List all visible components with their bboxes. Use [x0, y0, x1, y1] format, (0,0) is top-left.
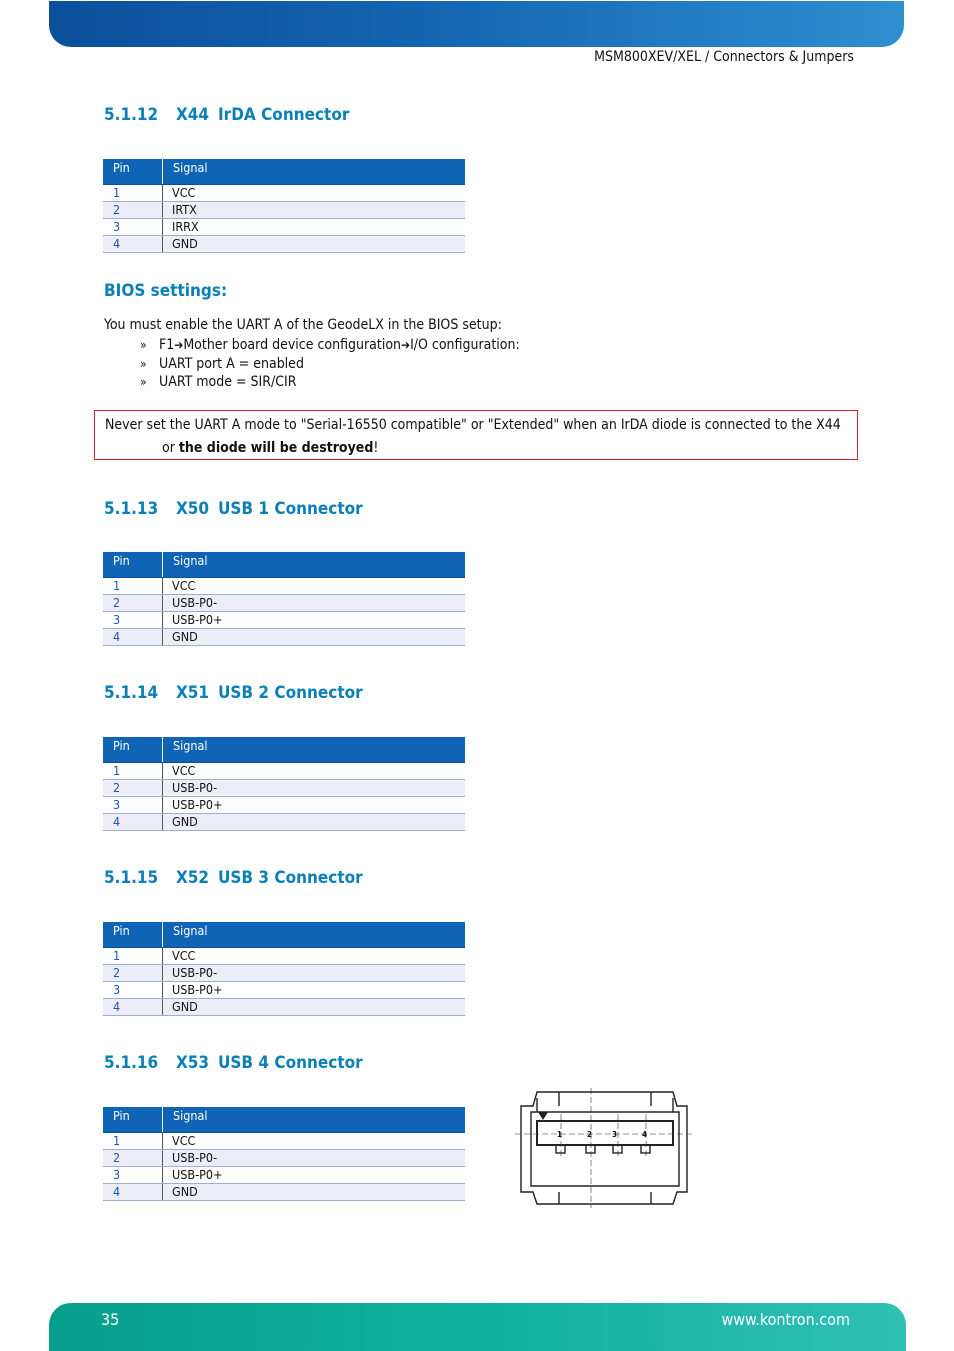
signal-column-header: Signal: [163, 737, 466, 763]
connector-id: X50: [176, 499, 210, 519]
footer-banner: [49, 1303, 906, 1351]
list-item: [140, 355, 520, 374]
section-title: USB 3 Connector: [218, 868, 363, 888]
pin-cell: 1: [103, 185, 163, 202]
warning-text-line2: [162, 440, 378, 456]
document-title: MSM800XEV/XEL / Connectors & Jumpers: [594, 49, 854, 65]
signal-cell: VCC: [163, 185, 466, 202]
table-row: [103, 763, 465, 780]
warning-text: Never set the UART A mode to "Serial-16550 compatible" or "Extended" when an IrDA diode is connected to the X44: [105, 417, 841, 433]
pin-column-header: Pin: [103, 1107, 163, 1133]
signal-cell: GND: [163, 814, 466, 831]
signal-cell: GND: [163, 1184, 466, 1201]
table-header-row: [103, 1107, 465, 1133]
section-number: 5.1.13: [104, 499, 159, 519]
pin-label: 3: [612, 1130, 618, 1139]
path-end: I/O configuration:: [410, 337, 520, 353]
path-middle: Mother board device configuration: [183, 337, 402, 353]
section-heading-x51: [104, 683, 363, 703]
pin-cell: 1: [103, 1133, 163, 1150]
table-row: [103, 797, 465, 814]
signal-cell: USB-P0-: [163, 780, 466, 797]
bios-intro-text: You must enable the UART A of the GeodeLX in the BIOS setup:: [104, 317, 502, 333]
pin-table-x53: [103, 1107, 465, 1201]
signal-column-header: Signal: [163, 552, 466, 578]
table-row: [103, 814, 465, 831]
section-title: USB 4 Connector: [218, 1053, 363, 1073]
signal-column-header: Signal: [163, 1107, 466, 1133]
pin-cell: 3: [103, 219, 163, 236]
table-row: [103, 612, 465, 629]
pin-cell: 4: [103, 999, 163, 1016]
signal-cell: USB-P0+: [163, 797, 466, 814]
pin-cell: 2: [103, 780, 163, 797]
bios-steps-list: [140, 336, 520, 392]
section-title: IrDA Connector: [218, 105, 350, 125]
step-text: UART port A = enabled: [159, 355, 304, 372]
pin-cell: 1: [103, 763, 163, 780]
table-row: [103, 982, 465, 999]
signal-cell: VCC: [163, 948, 466, 965]
pin-table-x50: [103, 552, 465, 646]
warning-box: [94, 410, 858, 460]
pin1-marker-icon: [538, 1112, 548, 1120]
table-row: [103, 1150, 465, 1167]
section-heading-x52: [104, 868, 363, 888]
section-heading-x50: [104, 499, 363, 519]
section-number: 5.1.12: [104, 105, 159, 125]
table-header-row: [103, 159, 465, 185]
pin-cell: 4: [103, 1184, 163, 1201]
list-item: [140, 336, 520, 355]
table-row: [103, 780, 465, 797]
usb-centerlines: [515, 1088, 693, 1208]
table-row: [103, 948, 465, 965]
pin-cell: 4: [103, 236, 163, 253]
table-row: [103, 999, 465, 1016]
section-title: USB 1 Connector: [218, 499, 363, 519]
warning-prefix: or: [162, 440, 179, 456]
bullet-icon: »: [140, 338, 147, 352]
pin-column-header: Pin: [103, 922, 163, 948]
signal-cell: GND: [163, 999, 466, 1016]
signal-cell: IRTX: [163, 202, 466, 219]
bullet-icon: »: [140, 356, 147, 371]
connector-id: X51: [176, 683, 210, 703]
pin-cell: 3: [103, 1167, 163, 1184]
table-row: [103, 185, 465, 202]
pin-table-x52: [103, 922, 465, 1016]
bios-settings-heading: BIOS settings:: [104, 281, 228, 301]
table-header-row: [103, 737, 465, 763]
signal-cell: USB-P0+: [163, 612, 466, 629]
bullet-icon: »: [140, 375, 147, 389]
step-text: UART mode = SIR/CIR: [159, 374, 297, 390]
table-header-row: [103, 922, 465, 948]
arrow-right-icon: ➔: [401, 338, 411, 352]
section-number: 5.1.16: [104, 1053, 159, 1073]
signal-cell: USB-P0-: [163, 595, 466, 612]
table-row: [103, 578, 465, 595]
table-row: [103, 1167, 465, 1184]
section-title: USB 2 Connector: [218, 683, 363, 703]
pin-cell: 3: [103, 612, 163, 629]
pin-cell: 1: [103, 948, 163, 965]
connector-id: X53: [176, 1053, 210, 1073]
pin-cell: 2: [103, 1150, 163, 1167]
table-row: [103, 629, 465, 646]
arrow-right-icon: ➔: [174, 338, 184, 352]
pin-label: 1: [557, 1130, 563, 1139]
pin-cell: 4: [103, 814, 163, 831]
signal-cell: USB-P0+: [163, 982, 466, 999]
signal-cell: USB-P0-: [163, 965, 466, 982]
pin-cell: 3: [103, 797, 163, 814]
pin-table-x44: [103, 159, 465, 253]
signal-column-header: Signal: [163, 159, 466, 185]
signal-cell: GND: [163, 236, 466, 253]
path-start: F1: [159, 337, 175, 353]
connector-id: X52: [176, 868, 210, 888]
page-number: 35: [101, 1310, 120, 1329]
table-row: [103, 219, 465, 236]
pin-cell: 2: [103, 965, 163, 982]
pin-label: 4: [642, 1130, 648, 1139]
table-row: [103, 236, 465, 253]
list-item: [140, 373, 520, 392]
table-row: [103, 202, 465, 219]
pin-cell: 1: [103, 578, 163, 595]
pin-cell: 2: [103, 202, 163, 219]
pin-cell: 3: [103, 982, 163, 999]
section-heading-x53: [104, 1053, 363, 1073]
signal-cell: GND: [163, 629, 466, 646]
section-heading-x44: [104, 105, 349, 125]
signal-cell: VCC: [163, 578, 466, 595]
usb-connector-diagram: [511, 1088, 697, 1210]
section-number: 5.1.14: [104, 683, 159, 703]
table-row: [103, 965, 465, 982]
pin-column-header: Pin: [103, 159, 163, 185]
connector-id: X44: [176, 105, 210, 125]
pin-cell: 4: [103, 629, 163, 646]
pin-column-header: Pin: [103, 552, 163, 578]
pin-label: 2: [587, 1130, 593, 1139]
table-row: [103, 1184, 465, 1201]
warning-suffix: !: [373, 440, 379, 456]
table-row: [103, 1133, 465, 1150]
signal-cell: USB-P0-: [163, 1150, 466, 1167]
table-row: [103, 595, 465, 612]
signal-column-header: Signal: [163, 922, 466, 948]
warning-emphasis: the diode will be destroyed: [178, 440, 374, 456]
pin-cell: 2: [103, 595, 163, 612]
usb-connector-outline: [521, 1092, 687, 1204]
pin-table-x51: [103, 737, 465, 831]
table-header-row: [103, 552, 465, 578]
section-number: 5.1.15: [104, 868, 159, 888]
top-banner: [49, 1, 904, 47]
signal-cell: VCC: [163, 1133, 466, 1150]
signal-cell: IRRX: [163, 219, 466, 236]
signal-cell: VCC: [163, 763, 466, 780]
signal-cell: USB-P0+: [163, 1167, 466, 1184]
pin-column-header: Pin: [103, 737, 163, 763]
usb-pin-labels: [557, 1130, 647, 1139]
website-link[interactable]: www.kontron.com: [721, 1310, 850, 1329]
